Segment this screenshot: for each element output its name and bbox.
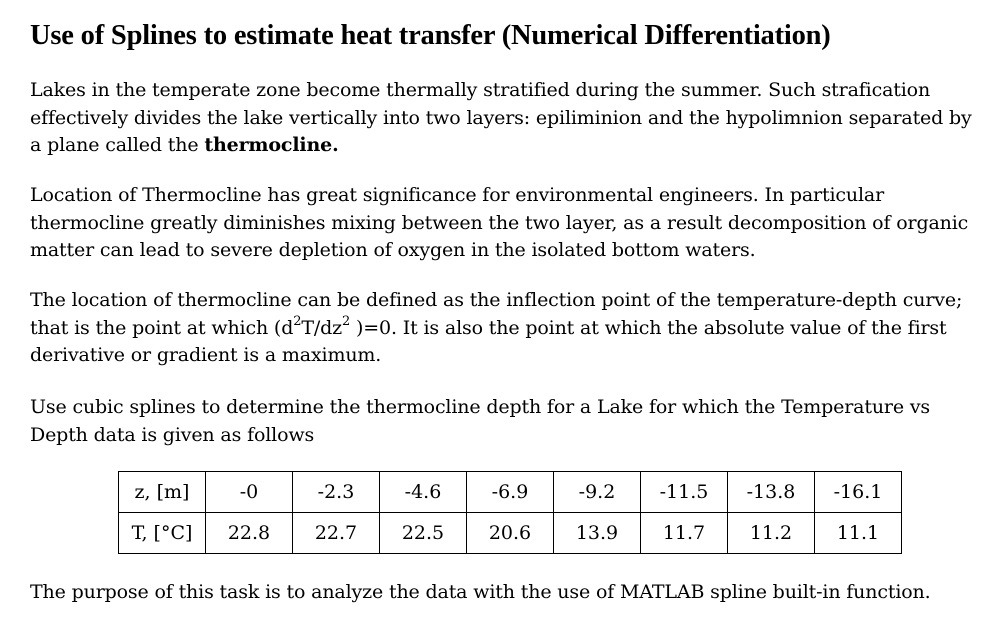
paragraph-stratification-text: Lakes in the temperate zone become thermally stratified during the summer. Such strafication effectively divides the lake vertically into two layers: epiliminion and the hypolimnion separated by a plane called the (30, 79, 972, 156)
row-label-temperature: T, [°C] (119, 513, 206, 554)
table-cell: -16.1 (815, 472, 902, 513)
superscript-2: 2 (342, 314, 351, 330)
page-title: Use of Splines to estimate heat transfer (Numerical Differentiation) (30, 20, 831, 51)
table-row-depth (119, 472, 902, 513)
table-cell: -4.6 (380, 472, 467, 513)
table-cell: 20.6 (467, 513, 554, 554)
table-row-temperature (119, 513, 902, 554)
table-cell: 11.1 (815, 513, 902, 554)
document-page (30, 14, 980, 603)
table-cell: -2.3 (293, 472, 380, 513)
table-cell: 22.5 (380, 513, 467, 554)
table-cell: -9.2 (554, 472, 641, 513)
table-cell: 11.7 (641, 513, 728, 554)
inflection-text-mid: T/dz (301, 316, 342, 339)
table-cell: 13.9 (554, 513, 641, 554)
table-cell: -6.9 (467, 472, 554, 513)
table-cell: 11.2 (728, 513, 815, 554)
paragraph-inflection (30, 287, 980, 370)
paragraph-significance: Location of Thermocline has great significance for environmental engineers. In particular thermocline greatly diminishes mixing between the two layer, as a result decomposition of organic matter can lead to severe depletion of oxygen in the isolated bottom waters. (30, 184, 969, 261)
paragraph-task: Use cubic splines to determine the thermocline depth for a Lake for which the Temperature vs Depth data is given as follows (30, 396, 931, 446)
thermocline-term: thermocline. (204, 134, 339, 156)
inflection-text-after: )=0. It is also the point at which the absolute value of the first derivative or gradient is a maximum. (30, 316, 947, 366)
table-cell: 22.7 (293, 513, 380, 554)
paragraph-purpose: The purpose of this task is to analyze the data with the use of MATLAB spline built-in function. (30, 581, 931, 603)
row-label-depth: z, [m] (119, 472, 206, 513)
paragraph-stratification (30, 77, 980, 160)
temperature-depth-table (118, 471, 902, 554)
table-cell: -0 (206, 472, 293, 513)
inflection-text-before: The location of thermocline can be defined as the inflection point of the temperature-depth curve; that is the point at which (d (30, 289, 963, 339)
table-cell: -13.8 (728, 472, 815, 513)
table-cell: -11.5 (641, 472, 728, 513)
superscript-2: 2 (293, 314, 302, 330)
table-cell: 22.8 (206, 513, 293, 554)
